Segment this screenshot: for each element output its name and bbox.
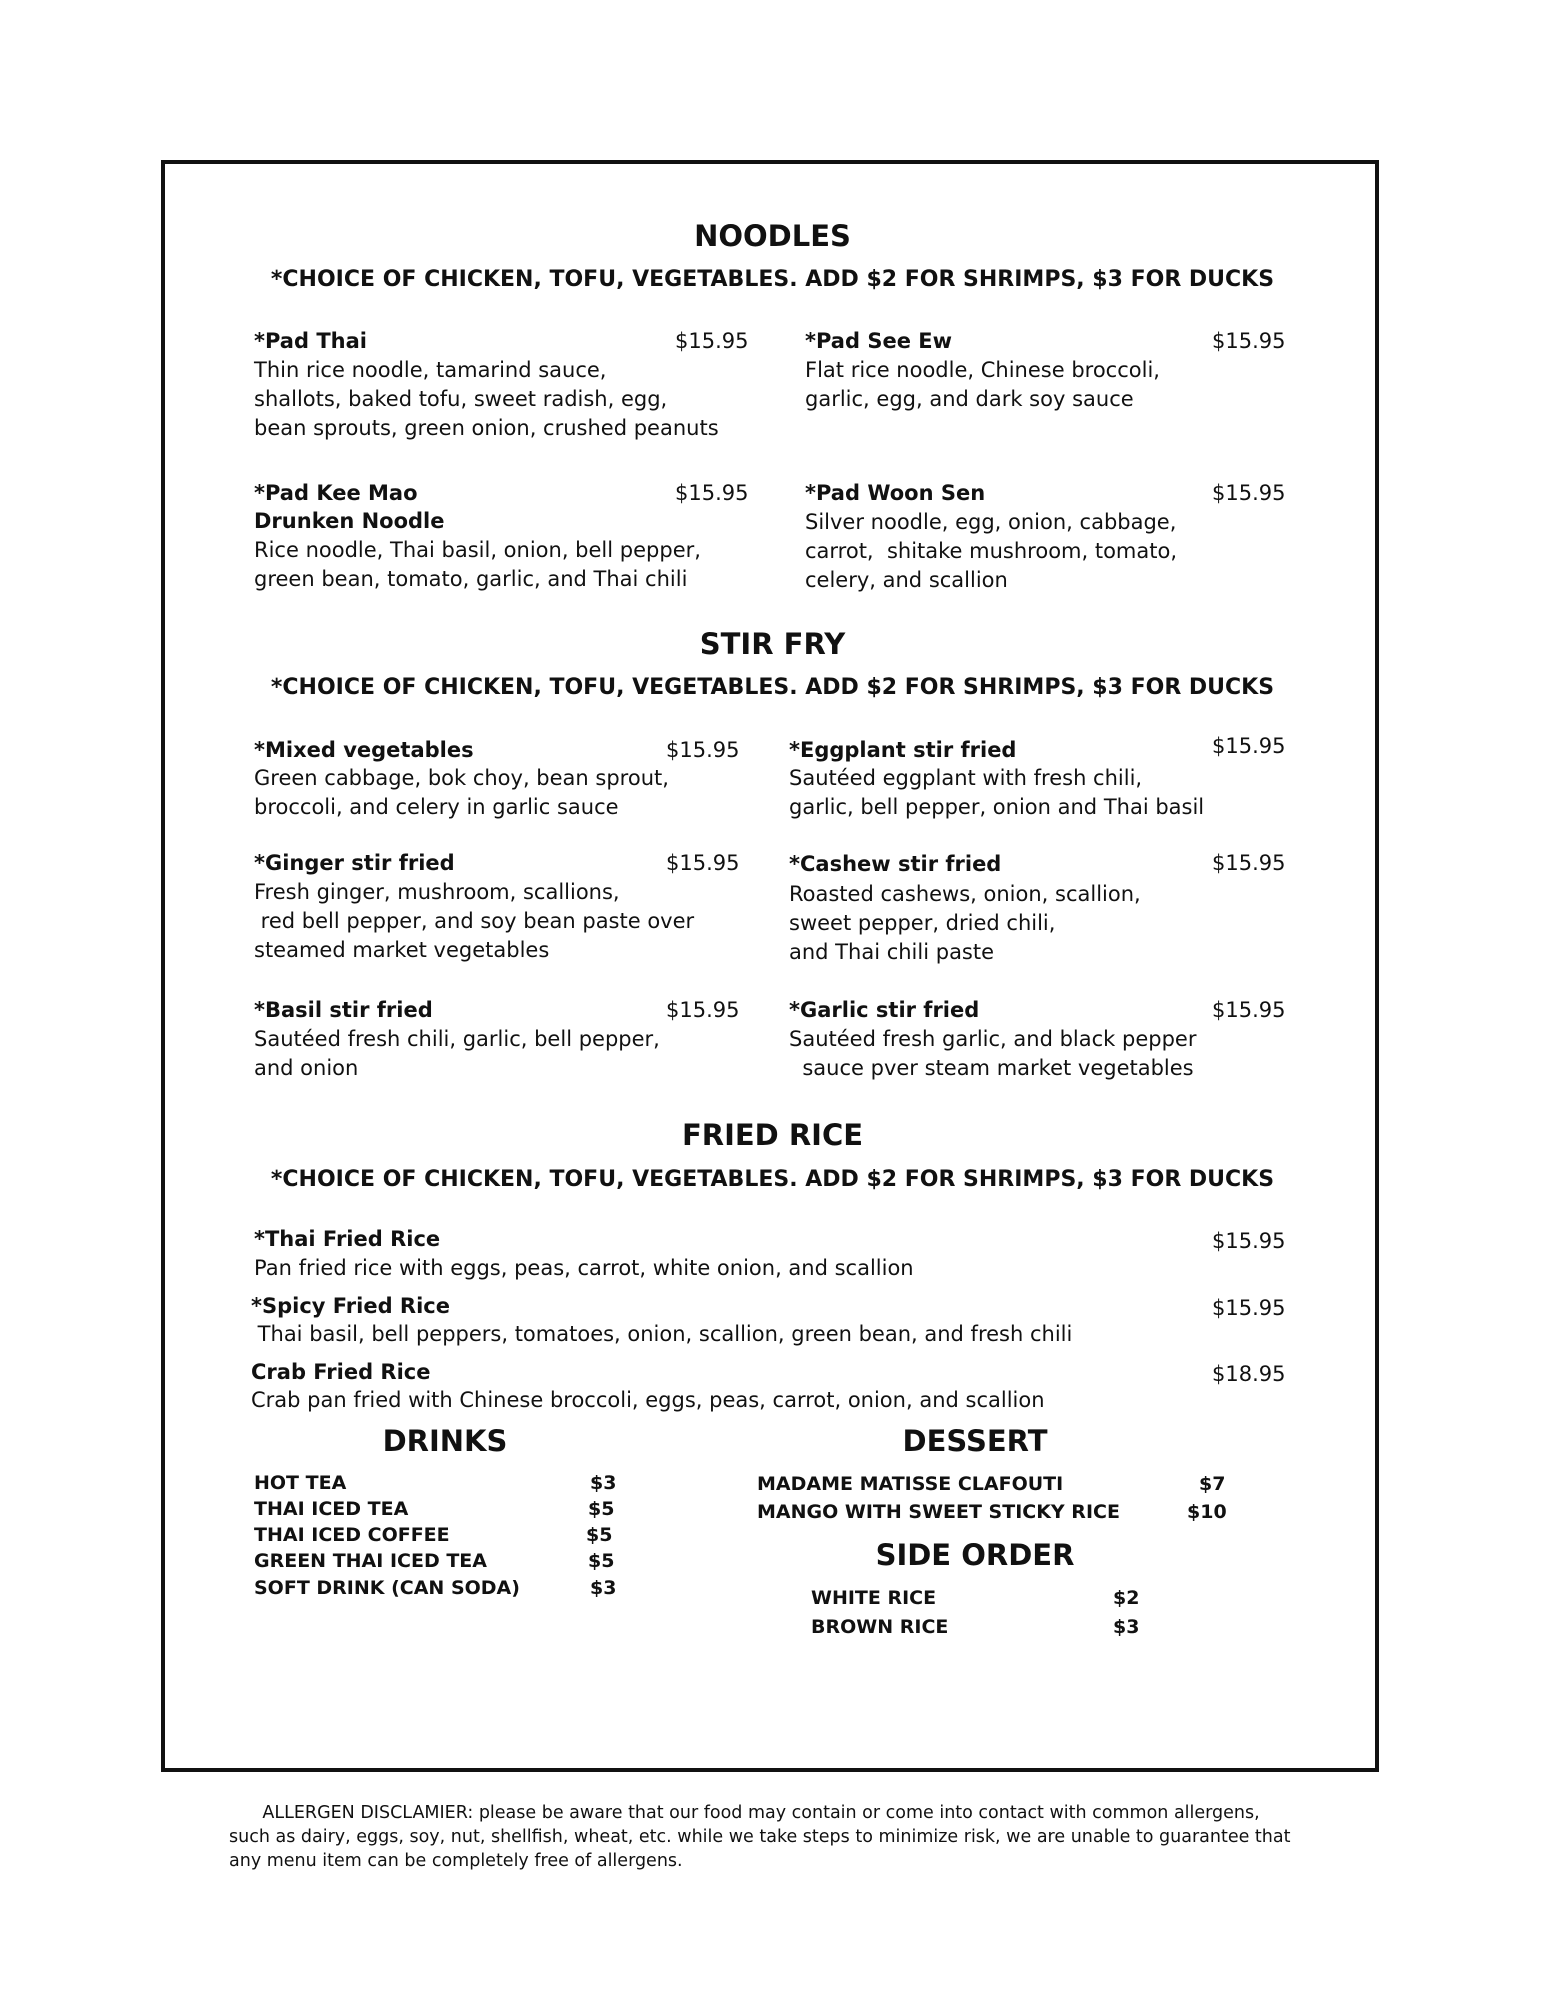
stir-fry-title: STIR FRY (699, 627, 846, 661)
item-price: $15.95 (1212, 734, 1286, 758)
item-name: *Mixed vegetables (254, 738, 474, 762)
item-name: *Pad Woon Sen (805, 481, 986, 505)
item-description: Flat rice noodle, Chinese broccoli, garlic, egg, and dark soy sauce (805, 358, 1160, 411)
drink-name: THAI ICED COFFEE (254, 1524, 450, 1546)
item-description: Pan fried rice with eggs, peas, carrot, white onion, and scallion (254, 1256, 914, 1280)
drinks-title: DRINKS (382, 1424, 508, 1458)
item-description: Crab pan fried with Chinese broccoli, eggs, peas, carrot, onion, and scallion (251, 1388, 1045, 1412)
drink-name: HOT TEA (254, 1472, 347, 1494)
item-price: $18.95 (1212, 1362, 1286, 1386)
drink-price: $5 (588, 1498, 615, 1520)
side-order-price: $3 (1113, 1616, 1140, 1638)
item-description: Sautéed fresh chili, garlic, bell pepper, and onion (254, 1027, 660, 1080)
item-name: *Ginger stir fried (254, 851, 455, 875)
item-price: $15.95 (1212, 998, 1286, 1022)
item-name: *Spicy Fried Rice (251, 1294, 450, 1318)
dessert-price: $10 (1187, 1501, 1227, 1523)
item-price: $15.95 (1212, 851, 1286, 875)
drink-price: $5 (586, 1524, 613, 1546)
item-description: Fresh ginger, mushroom, scallions, red bell pepper, and soy bean paste over steamed market vegetables (254, 880, 695, 962)
item-price: $15.95 (666, 738, 740, 762)
item-name: *Basil stir fried (254, 998, 433, 1022)
item-price: $15.95 (666, 851, 740, 875)
fried-rice-note: *CHOICE OF CHICKEN, TOFU, VEGETABLES. ADD $2 FOR SHRIMPS, $3 FOR DUCKS (270, 1167, 1275, 1192)
noodles-title: NOODLES (694, 219, 851, 253)
item-description: Silver noodle, egg, onion, cabbage, carrot, shitake mushroom, tomato, celery, and scallion (805, 510, 1178, 592)
drink-price: $5 (588, 1550, 615, 1572)
item-price: $15.95 (666, 998, 740, 1022)
side-order-name: BROWN RICE (811, 1616, 949, 1638)
item-price: $15.95 (1212, 481, 1286, 505)
fried-rice-title: FRIED RICE (681, 1118, 864, 1152)
drink-price: $3 (590, 1577, 617, 1599)
drink-price: $3 (590, 1472, 617, 1494)
item-price: $15.95 (675, 481, 749, 505)
item-name: *Garlic stir fried (789, 998, 980, 1022)
noodles-note: *CHOICE OF CHICKEN, TOFU, VEGETABLES. ADD $2 FOR SHRIMPS, $3 FOR DUCKS (270, 267, 1275, 292)
item-description: Sautéed eggplant with fresh chili, garlic, bell pepper, onion and Thai basil (789, 766, 1205, 819)
item-name: *Eggplant stir fried (789, 738, 1017, 762)
stir-fry-note: *CHOICE OF CHICKEN, TOFU, VEGETABLES. ADD $2 FOR SHRIMPS, $3 FOR DUCKS (270, 675, 1275, 700)
item-name: *Pad Thai (254, 329, 367, 353)
dessert-name: MANGO WITH SWEET STICKY RICE (757, 1501, 1120, 1523)
drink-name: GREEN THAI ICED TEA (254, 1550, 487, 1572)
item-description: Thin rice noodle, tamarind sauce, shallots, baked tofu, sweet radish, egg, bean sprouts, green onion, crushed peanuts (254, 358, 719, 440)
side-order-name: WHITE RICE (811, 1587, 937, 1609)
item-price: $15.95 (1212, 329, 1286, 353)
item-price: $15.95 (675, 329, 749, 353)
item-description: Thai basil, bell peppers, tomatoes, onion, scallion, green bean, and fresh chili (251, 1322, 1073, 1346)
item-description: Rice noodle, Thai basil, onion, bell pepper, green bean, tomato, garlic, and Thai chili (254, 538, 701, 591)
side-order-title: SIDE ORDER (875, 1538, 1075, 1572)
dessert-title: DESSERT (902, 1424, 1048, 1458)
item-name: Crab Fried Rice (251, 1360, 431, 1384)
item-subtitle: Drunken Noodle (254, 509, 445, 533)
dessert-name: MADAME MATISSE CLAFOUTI (757, 1473, 1064, 1495)
item-name: *Thai Fried Rice (254, 1227, 441, 1251)
item-name: *Pad See Ew (805, 329, 952, 353)
side-order-price: $2 (1113, 1587, 1140, 1609)
item-description: Roasted cashews, onion, scallion, sweet pepper, dried chili, and Thai chili paste (789, 882, 1141, 964)
item-price: $15.95 (1212, 1229, 1286, 1253)
item-price: $15.95 (1212, 1296, 1286, 1320)
allergen-disclaimer: ALLERGEN DISCLAMIER: please be aware that our food may contain or come into contact with common allergens, such as dairy, eggs, soy, nut, shellfish, wheat, etc. while we take steps to minimize risk, we are unable to guarantee that any menu item can be completely free of allergens. (229, 1803, 1291, 1871)
dessert-price: $7 (1199, 1473, 1226, 1495)
drink-name: SOFT DRINK (CAN SODA) (254, 1577, 520, 1599)
item-description: Green cabbage, bok choy, bean sprout, broccoli, and celery in garlic sauce (254, 766, 669, 819)
drink-name: THAI ICED TEA (254, 1498, 409, 1520)
item-description: Sautéed fresh garlic, and black pepper sauce pver steam market vegetables (789, 1027, 1197, 1080)
item-name: *Pad Kee Mao (254, 481, 418, 505)
item-name: *Cashew stir fried (789, 852, 1002, 876)
